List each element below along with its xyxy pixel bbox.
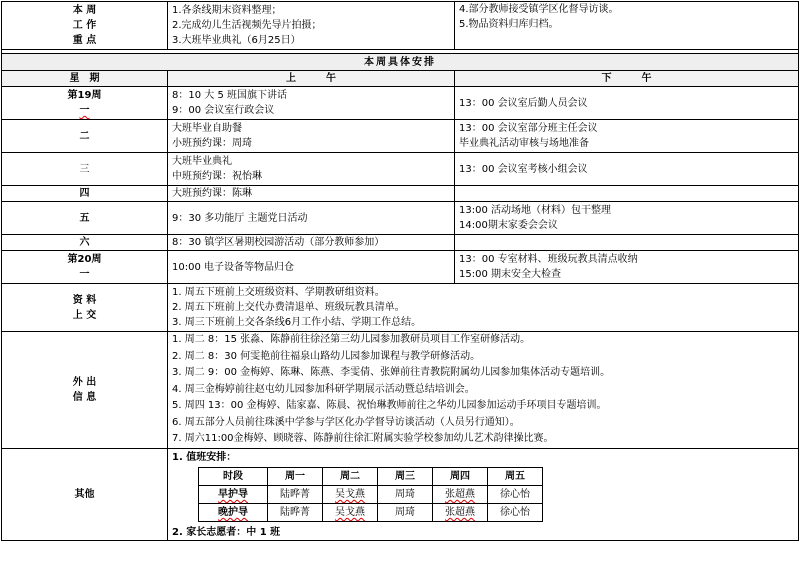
header-am: 上 午 bbox=[168, 71, 455, 87]
duty-cell: 陆晔菁 bbox=[268, 504, 323, 522]
list-item: 7. 周六11:00金梅婷、顾晓蓉、陈静前往徐汇附属实验学校参加幼儿艺术韵律操比赛。 bbox=[172, 433, 554, 445]
outing-row bbox=[2, 332, 799, 449]
duty-table bbox=[198, 467, 543, 522]
duty-header-cell: 周四 bbox=[433, 468, 488, 486]
day-pm: 13：00 会议室部分班主任会议 毕业典礼活动审核与场地准备 bbox=[455, 120, 799, 153]
duty-header-cell: 时段 bbox=[199, 468, 268, 486]
day-am: 大班毕业自助餐 小班预约课：周琦 bbox=[168, 120, 455, 153]
day-label: 六 bbox=[2, 235, 168, 251]
day-am: 8：10 大 5 班国旗下讲话 9：00 会议室行政会议 bbox=[168, 87, 455, 120]
list-item: 3. 周二 9：00 金梅婷、陈琳、陈燕、李雯倩、张婵前往青教院附属幼儿园参加集体活动专题培训。 bbox=[172, 367, 611, 379]
list-item: 2. 周二 8：30 何雯艳前往福泉山路幼儿园参加课程与教学研修活动。 bbox=[172, 350, 481, 362]
table-row bbox=[199, 486, 543, 504]
duty-cell: 吴戈燕 bbox=[323, 504, 378, 522]
day-pm: 13：00 会议室后勤人员会议 bbox=[455, 87, 799, 120]
duty-header-cell: 周二 bbox=[323, 468, 378, 486]
day-label: 三 bbox=[2, 153, 168, 186]
day-am: 大班预约课：陈琳 bbox=[168, 186, 455, 202]
other-row bbox=[2, 449, 799, 541]
section-title-row bbox=[2, 54, 799, 71]
header-day: 星 期 bbox=[2, 71, 168, 87]
duty-title: 1. 值班安排： bbox=[172, 452, 237, 463]
focus-label: 本 周 工 作 重 点 bbox=[2, 2, 168, 50]
day-row bbox=[2, 251, 799, 284]
day-label: 五 bbox=[2, 202, 168, 235]
duty-cell: 周琦 bbox=[378, 504, 433, 522]
duty-cell: 早护导 bbox=[199, 486, 268, 504]
day-label: 第20周 一 bbox=[2, 251, 168, 284]
day-label: 第19周 一 bbox=[2, 87, 168, 120]
duty-cell: 徐心怡 bbox=[488, 504, 543, 522]
list-item: 1. 周五下班前上交班级资料、学期教研组资料。 bbox=[172, 287, 385, 298]
day-pm: 13:00 活动场地（材料）包干整理 14:00期末家委会会议 bbox=[455, 202, 799, 235]
list-item: 4. 周三金梅婷前往赵屯幼儿园参加科研学期展示活动暨总结培训会。 bbox=[172, 383, 475, 395]
list-item: 6. 周五部分人员前往珠溪中学参与学区化办学督导访谈活动（人员另行通知）。 bbox=[172, 416, 520, 428]
day-am: 10:00 电子设备等物品归仓 bbox=[168, 251, 455, 284]
schedule-header-row bbox=[2, 71, 799, 87]
duty-header-cell: 周五 bbox=[488, 468, 543, 486]
list-item: 1. 周二 8：15 张淼、陈静前往徐泾第三幼儿园参加教研员项目工作室研修活动。 bbox=[172, 334, 531, 346]
header-pm: 下 午 bbox=[455, 71, 799, 87]
day-am: 大班毕业典礼 中班预约课：祝怡琳 bbox=[168, 153, 455, 186]
day-row bbox=[2, 153, 799, 186]
day-row bbox=[2, 186, 799, 202]
duty-cell: 陆晔菁 bbox=[268, 486, 323, 504]
duty-cell: 徐心怡 bbox=[488, 486, 543, 504]
day-label: 四 bbox=[2, 186, 168, 202]
day-row bbox=[2, 235, 799, 251]
duty-header-cell: 周一 bbox=[268, 468, 323, 486]
focus-right: 4.部分教师接受镇学区化督导访谈。 5.物品资料归库归档。 bbox=[455, 2, 799, 50]
volunteer-text: 2. 家长志愿者：中 1 班 bbox=[172, 527, 281, 538]
day-row bbox=[2, 202, 799, 235]
day-am: 9：30 多功能厅 主题党日活动 bbox=[168, 202, 455, 235]
duty-cell: 张超燕 bbox=[433, 486, 488, 504]
other-label: 其他 bbox=[2, 449, 168, 541]
focus-left: 1.各条线期末资料整理； 2.完成幼儿生活视频先导片拍摄； 3.大班毕业典礼（6月25日） bbox=[168, 2, 455, 50]
list-item: 5. 周四 13：00 金梅婷、陆家嘉、陈晨、祝怡琳教师前往之华幼儿园参加运动手环项目专题培训。 bbox=[172, 400, 607, 412]
duty-header-row bbox=[199, 468, 543, 486]
day-pm: 13：00 专室材料、班级玩教具清点收纳 15:00 期末安全大检查 bbox=[455, 251, 799, 284]
submit-row bbox=[2, 284, 799, 332]
list-item: 3. 周三下班前上交各条线6月工作小结、学期工作总结。 bbox=[172, 317, 422, 328]
day-am: 8：30 镇学区暑期校园游活动（部分教师参加） bbox=[168, 235, 455, 251]
submit-label: 资 料 上 交 bbox=[2, 284, 168, 332]
table-row bbox=[199, 504, 543, 522]
day-label: 二 bbox=[2, 120, 168, 153]
day-pm bbox=[455, 235, 799, 251]
day-pm bbox=[455, 186, 799, 202]
submit-items bbox=[168, 284, 799, 332]
duty-header-cell: 周三 bbox=[378, 468, 433, 486]
day-row bbox=[2, 120, 799, 153]
focus-row bbox=[2, 2, 799, 50]
outing-label: 外 出 信 息 bbox=[2, 332, 168, 449]
other-content bbox=[168, 449, 799, 541]
duty-cell: 吴戈燕 bbox=[323, 486, 378, 504]
outing-items bbox=[168, 332, 799, 449]
duty-cell: 晚护导 bbox=[199, 504, 268, 522]
list-item: 2. 周五下班前上交代办费清退单、班级玩教具清单。 bbox=[172, 302, 405, 313]
section-title: 本周具体安排 bbox=[2, 54, 799, 71]
day-pm: 13：00 会议室考核小组会议 bbox=[455, 153, 799, 186]
duty-cell: 周琦 bbox=[378, 486, 433, 504]
day-row bbox=[2, 87, 799, 120]
weekly-plan-table bbox=[1, 1, 799, 541]
duty-cell: 张超燕 bbox=[433, 504, 488, 522]
